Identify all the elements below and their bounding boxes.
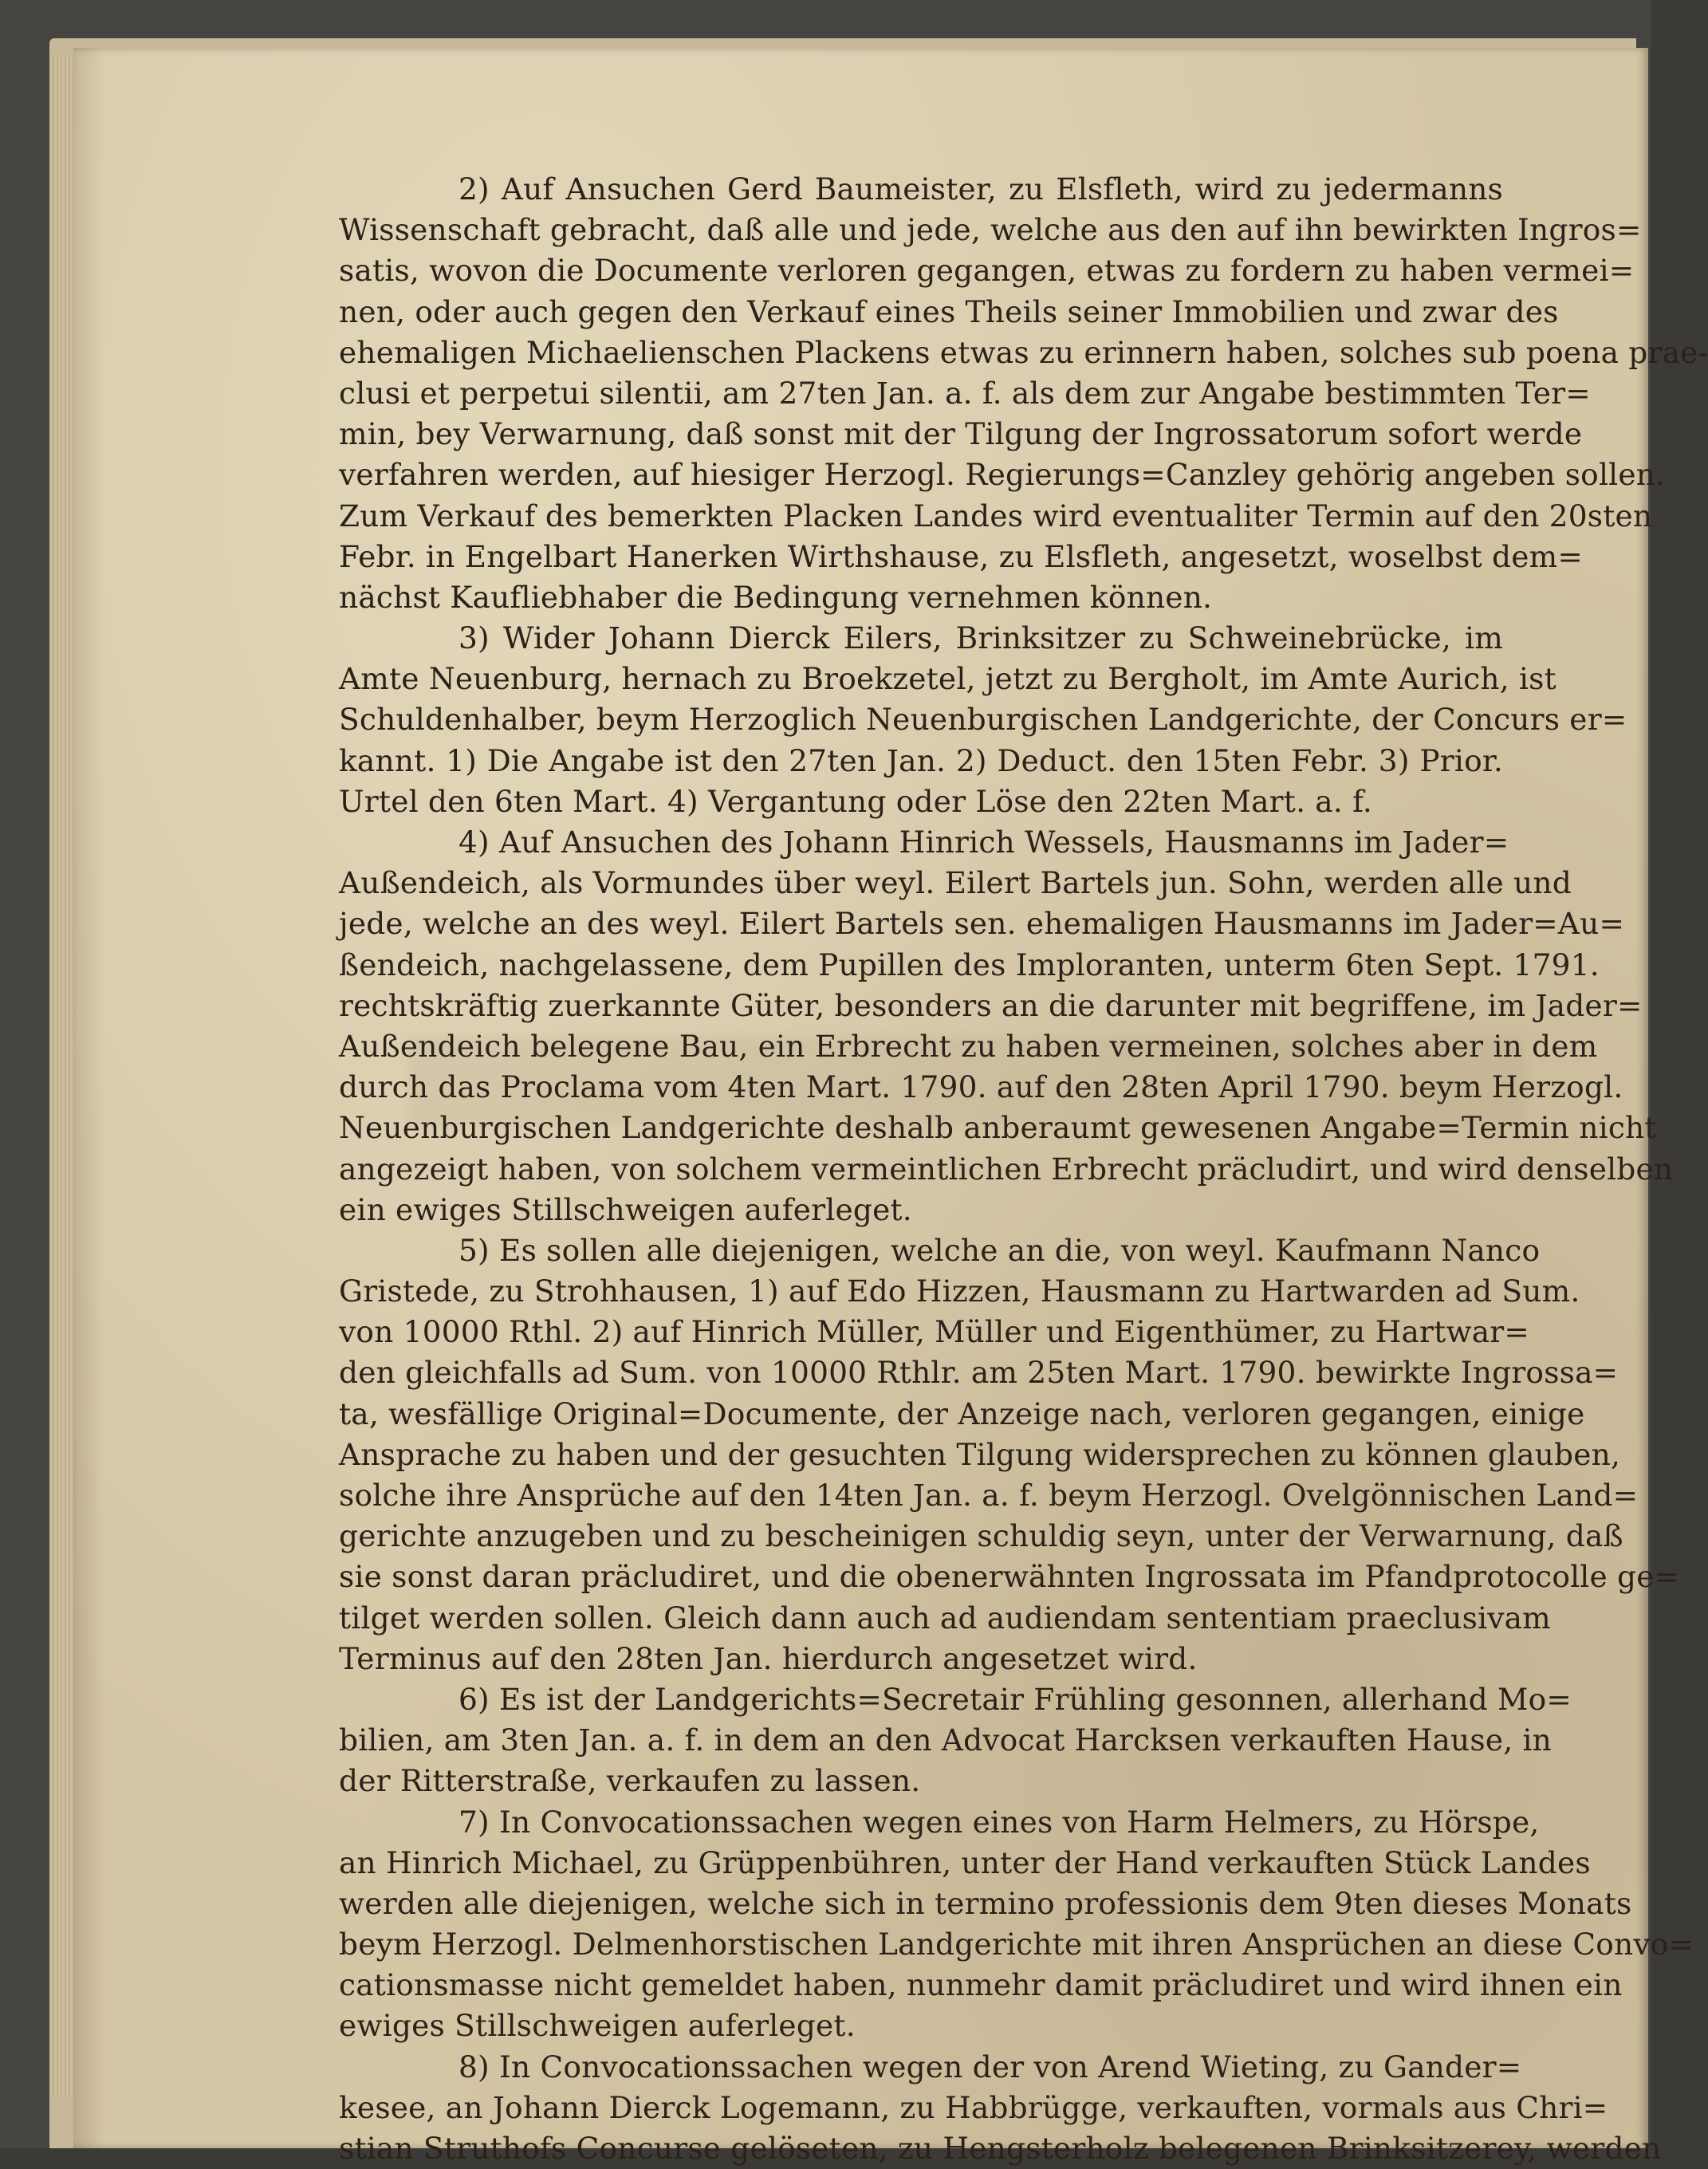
text-line: Febr. in Engelbart Hanerken Wirthshause, zu Elsfleth, angesetzt, woselbst dem= [339,538,1583,574]
paragraph [339,1679,1572,1802]
text-line: solche ihre Ansprüche auf den 14ten Jan. a. f. beym Herzogl. Ovelgönnischen Land= [339,1478,1639,1513]
text-line: bilien, am 3ten Jan. a. f. in dem an den Advocat Harcksen verkauften Hause, in [339,1722,1553,1758]
text-line: sie sonst daran präcludiret, und die obenerwähnten Ingrossata im Pfandprotocolle ge= [339,1559,1680,1595]
text-line: der Ritterstraße, verkaufen zu lassen. [339,1763,921,1799]
text-line: ßendeich, nachgelassene, dem Pupillen des Imploranten, unterm 6ten Sept. 1791. [339,947,1600,982]
paragraph [339,169,1708,618]
paragraph [339,1230,1680,1679]
text-line: 2) Auf Ansuchen Gerd Baumeister, zu Elsfleth, wird zu jedermanns [458,171,1503,207]
text-line: nen, oder auch gegen den Verkauf eines Theils seiner Immobilien und zwar des [339,293,1559,329]
document-body [339,169,1708,2169]
text-line: ehemaligen Michaelienschen Plackens etwas zu erinnern haben, solches sub poena prae- [339,334,1708,370]
text-line: Außendeich, als Vormundes über weyl. Eilert Bartels jun. Sohn, werden alle und [339,865,1572,901]
text-line: 6) Es ist der Landgerichts=Secretair Frühling gesonnen, allerhand Mo= [458,1681,1572,1717]
text-line: 5) Es sollen alle diejenigen, welche an die, von weyl. Kaufmann Nanco [458,1232,1541,1268]
text-line: Wissenschaft gebracht, daß alle und jede, welche aus den auf ihn bewirkten Ingros= [339,212,1642,248]
text-line: Zum Verkauf des bemerkten Placken Landes wird eventualiter Termin auf den 20sten [339,498,1653,533]
text-line: ein ewiges Stillschweigen auferleget. [339,1191,912,1227]
text-line: durch das Proclama vom 4ten Mart. 1790. auf den 28ten April 1790. beym Herzogl. [339,1069,1623,1105]
paragraph [339,618,1627,822]
text-line: den gleichfalls ad Sum. von 10000 Rthlr. am 25ten Mart. 1790. bewirkte Ingrossa= [339,1355,1619,1391]
text-line: stian Struthofs Concurse gelöseten, zu Hengsterholz belegenen Brinksitzerey, werden [339,2131,1662,2166]
text-line: rechtskräftig zuerkannte Güter, besonders an die darunter mit begriffene, im Jader= [339,987,1643,1023]
text-line: Gristede, zu Strohhausen, 1) auf Edo Hizzen, Hausmann zu Hartwarden ad Sum. [339,1273,1580,1309]
text-line: angezeigt haben, von solchem vermeintlichen Erbrecht präcludirt, und wird denselben [339,1151,1674,1187]
text-line: jede, welche an des weyl. Eilert Bartels sen. ehemaligen Hausmanns im Jader=Au= [339,906,1625,942]
text-line: tilget werden sollen. Gleich dann auch ad audiendam sententiam praeclusivam [339,1600,1551,1636]
text-line: 3) Wider Johann Dierck Eilers, Brinksitzer zu Schweinebrücke, im [458,620,1503,656]
text-line: 8) In Convocationssachen wegen der von Arend Wieting, zu Gander= [458,2049,1522,2084]
text-line: Ansprache zu haben und der gesuchten Tilgung widersprechen zu können glauben, [339,1436,1621,1472]
text-line: ta, wesfällige Original=Documente, der Anzeige nach, verloren gegangen, einige [339,1395,1585,1431]
text-line: 4) Auf Ansuchen des Johann Hinrich Wessels, Hausmanns im Jader= [458,825,1509,860]
text-line: kesee, an Johann Dierck Logemann, zu Habbrügge, verkauften, vormals aus Chri= [339,2089,1608,2125]
text-line: Terminus auf den 28ten Jan. hierdurch angesetzet wird. [339,1640,1198,1676]
text-line: kannt. 1) Die Angabe ist den 27ten Jan. 2) Deduct. den 15ten Febr. 3) Prior. [339,742,1503,778]
text-line: verfahren werden, auf hiesiger Herzogl. Regierungs=Canzley gehörig angeben sollen. [339,457,1666,493]
text-line: clusi et perpetui silentii, am 27ten Jan. a. f. als dem zur Angabe bestimmten Ter= [339,375,1591,411]
text-line: beym Herzogl. Delmenhorstischen Landgerichte mit ihren Ansprüchen an diese Convo= [339,1927,1694,1962]
text-line: gerichte anzugeben und zu bescheinigen schuldig seyn, unter der Verwarnung, daß [339,1518,1623,1554]
text-line: satis, wovon die Documente verloren gegangen, etwas zu fordern zu haben vermei= [339,253,1635,289]
text-line: ewiges Stillschweigen auferleget. [339,2008,856,2044]
paragraph [339,1802,1694,2047]
text-line: von 10000 Rthl. 2) auf Hinrich Müller, Müller und Eigenthümer, zu Hartwar= [339,1314,1530,1350]
text-line: Schuldenhalber, beym Herzoglich Neuenburgischen Landgerichte, der Concurs er= [339,702,1627,738]
text-line: nächst Kaufliebhaber die Bedingung vernehmen können. [339,579,1213,615]
text-line: an Hinrich Michael, zu Grüppenbühren, unter der Hand verkauften Stück Landes [339,1844,1591,1880]
text-line: Neuenburgischen Landgerichte deshalb anberaumt gewesenen Angabe=Termin nicht [339,1110,1657,1146]
text-line: Urtel den 6ten Mart. 4) Vergantung oder Löse den 22ten Mart. a. f. [339,783,1372,819]
paragraph [339,2047,1662,2169]
text-line: min, bey Verwarnung, daß sonst mit der Tilgung der Ingrossatorum sofort werde [339,416,1583,452]
text-line: cationsmasse nicht gemeldet haben, nunmehr damit präcludiret und wird ihnen ein [339,1967,1623,2003]
text-line: 7) In Convocationssachen wegen eines von Harm Helmers, zu Hörspe, [458,1804,1540,1840]
text-line: Amte Neuenburg, hernach zu Broekzetel, jetzt zu Bergholt, im Amte Aurich, ist [339,661,1556,697]
text-line: Außendeich belegene Bau, ein Erbrecht zu haben vermeinen, solches aber in dem [339,1028,1598,1064]
paragraph [339,822,1674,1230]
page-edges [53,56,75,2097]
text-line: werden alle diejenigen, welche sich in termino professionis dem 9ten dieses Monats [339,1885,1632,1921]
